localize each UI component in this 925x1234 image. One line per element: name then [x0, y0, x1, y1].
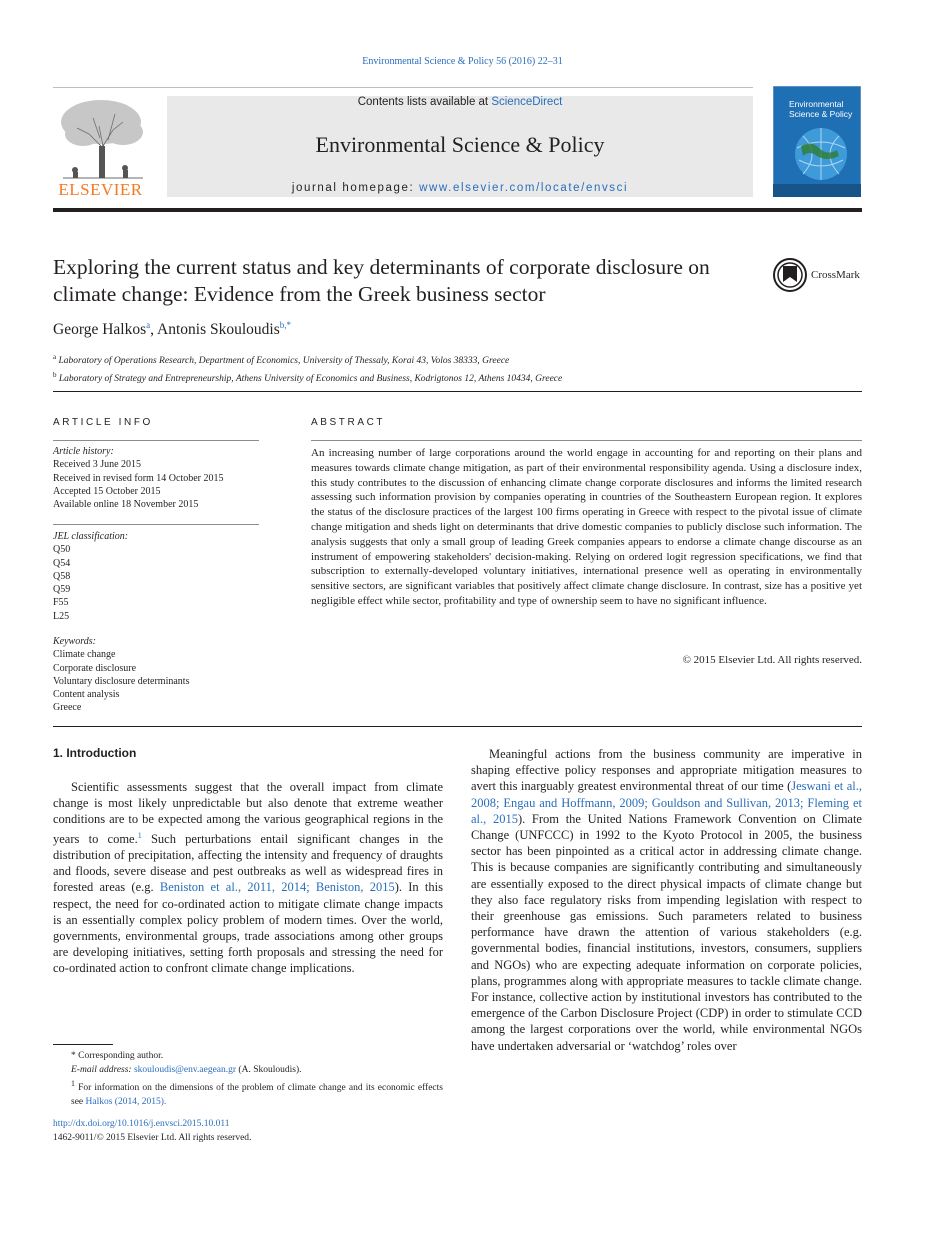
abstract-text: An increasing number of large corporations around the world engage in accounting for and reporting on their plans and measures towards climate change mitigation, as part of their environmental responsibility agenda. Using a disclosure index, this study contributes to the discussion of enhancing climate change corporate disclosures and informs the limited research assessing such information provision by companies operating in countries of the Southeastern European region. It explores the status of the disclosure practices of the largest 100 firms operating in Greece with respect to the pivotal issue of climate change mitigation and sheds light on determinants that drive domestic companies to publicly disclose such information. The analysis suggests that only a small group of leading Greek companies appears to endorse a climate change discourse as an instrument of empowering stakeholders' decision-making. Relying on ordered logit regression specifications, we find that subscription to externally-developed voluntary initiatives, international presence well as operating in environmentally sensitive sectors, are significant variables that positively affect climate change disclosure. In contrast, size has a positive yet negligible effect while sector, profitability and type of ownership seem to have no significant influence.: [311, 447, 862, 607]
paragraph-text: ). In this respect, the need for co-ordinated action to mitigate climate change impacts is an essentially complex policy problem of modern times. Over the world, governments, environmental groups, trade associations among other groups are developing initiatives, setting forth proposals and stressing the need for co-ordinated action to confront climate change implications.: [53, 880, 443, 976]
homepage-prefix: journal homepage:: [291, 182, 420, 194]
paragraph-text: Scientific assessments suggest that the overall impact from climate change is most likely unpredictable but also denote that extreme weather conditions are to be expected among the various geographical regions in the years to come.: [53, 780, 443, 846]
jel-code: Q50: [53, 544, 71, 556]
keyword: Corporate disclosure: [53, 662, 137, 674]
article-title: Exploring the current status and key determinants of corporate disclosure on climate change: Evidence from the Greek business sector: [53, 255, 710, 306]
footnote-text: Corresponding author.: [75, 1051, 164, 1061]
history-item: Accepted 15 October 2015: [53, 485, 161, 497]
email-link[interactable]: skouloudis@env.aegean.gr: [133, 1064, 237, 1075]
affiliation: [53, 369, 562, 387]
jel-code: Q59: [53, 584, 71, 596]
doi-block: [53, 1118, 251, 1145]
author-affil-mark[interactable]: a: [146, 320, 151, 330]
history-item: Available online 18 November 2015: [53, 499, 199, 511]
citation-link[interactable]: Beniston et al., 2011, 2014; Beniston, 2015: [159, 880, 395, 895]
abstract-heading: ABSTRACT: [311, 417, 386, 428]
footnote-mark: *: [71, 1051, 76, 1061]
article-info-heading: ARTICLE INFO: [53, 417, 153, 428]
footnote-text: For information on the dimensions of the problem of climate change and its economic effects see: [71, 1083, 443, 1107]
paragraph-text: Such perturbations entail significant changes in the distribution of precipitation, affecting the intensity and frequency of draughts and floods, severe disease and pest outbreaks as well as widespread fires in forested areas (e.g.: [53, 831, 443, 895]
author-list: George Halkos$^a$, Antonis Skouloudis$^{b,*}$: [53, 320, 292, 339]
section-rule: [53, 726, 862, 727]
affiliation: [53, 351, 562, 369]
journal-cover[interactable]: [773, 86, 861, 197]
footnote-email: [53, 1064, 443, 1078]
affiliation-text: Laboratory of Operations Research, Department of Economics, University of Thessaly, Korai 43, Volos 38333, Greece: [58, 356, 510, 367]
footnote-1: [53, 1077, 443, 1109]
author-affil-mark[interactable]: b,*: [279, 320, 292, 330]
keyword: Climate change: [53, 649, 116, 661]
footnotes: [53, 1050, 443, 1109]
keywords: [53, 635, 259, 715]
sciencedirect-link[interactable]: ScienceDirect: [491, 96, 563, 108]
jel-label: JEL classification:: [53, 531, 129, 542]
jel-code: Q54: [53, 557, 71, 569]
body-paragraph: [53, 779, 443, 977]
footnote-ref[interactable]: 1: [137, 830, 142, 840]
abstract-rule: [311, 440, 862, 441]
history-label: Article history:: [53, 446, 114, 457]
journal-name: Environmental Science & Policy: [315, 132, 605, 157]
email-label: E-mail address:: [71, 1064, 134, 1075]
affiliations: [53, 351, 562, 386]
affiliation-mark: b: [53, 370, 57, 379]
elsevier-logo[interactable]: [53, 96, 163, 200]
abstract-copyright: © 2015 Elsevier Ltd. All rights reserved.: [682, 654, 862, 666]
jel-code: F55: [53, 597, 69, 609]
section-rule: [53, 391, 862, 392]
email-suffix: (A. Skouloudis).: [236, 1064, 302, 1075]
body-paragraph: [471, 746, 862, 1054]
section-heading-introduction: 1. Introduction: [53, 746, 137, 760]
citation-link[interactable]: Jeswani et al., 2008; Engau and Hoffmann, 2009; Gouldson and Sullivan, 2013; Fleming et al., 2015: [471, 779, 862, 826]
footnote-corresponding: [53, 1050, 443, 1064]
header-thick-rule: [53, 208, 862, 212]
crossmark-badge[interactable]: [773, 258, 860, 292]
keywords-label: Keywords:: [53, 636, 96, 647]
article-info-rule: [53, 524, 259, 525]
jel-code: L25: [53, 610, 70, 622]
journal-reference[interactable]: Environmental Science & Policy 56 (2016) 22–31: [362, 56, 563, 67]
keyword: Voluntary disclosure determinants: [53, 675, 190, 687]
crossmark-label: CrossMark: [811, 269, 860, 281]
jel-code: Q58: [53, 570, 71, 582]
journal-banner: [167, 96, 753, 197]
publisher-wordmark: ELSEVIER: [58, 180, 143, 199]
doi-link[interactable]: http://dx.doi.org/10.1016/j.envsci.2015.10.011: [53, 1119, 230, 1129]
paragraph-text: ). From the United Nations Framework Convention on Climate Change (UNFCCC) in 1992 to the Kyoto Protocol in 2005, the business sector has been pinpointed as a critical actor in addressing climate change. This is because companies are significantly contributing and simultaneously are essentially exposed to the direct physical impacts of climate change but they also face regulatory risks from impending legislation with respect to their greenhouse gas emissions. Such parameters related to business performance have drawn the attention of various stakeholders (e.g. governmental bodies, financial institutions, investors, consumers, suppliers and NGOs) who are expecting adequate information on corporate policies, plans, programmes along with appropriate measures to tackle climate change. For instance, collective action by institutional investors has contributed to the emergence of the Carbon Disclosure Project (CDP) in order to stimulate CCD among the largest corporations over the world, while environmental NGOs have undertaken adversarial or ‘watchdog’ roles over: [471, 811, 862, 1053]
affiliation-text: Laboratory of Strategy and Entrepreneurship, Athens University of Economics and Business, Kodrigtonos 12, Athens 10434, Greece: [58, 373, 563, 384]
keyword: Content analysis: [53, 689, 120, 701]
cover-title: Environmental Science & Policy: [789, 99, 853, 119]
article-history: [53, 445, 259, 511]
header-divider: [53, 87, 753, 88]
jel-classification: [53, 530, 259, 623]
journal-homepage: [167, 182, 753, 194]
homepage-link[interactable]: www.elsevier.com/locate/envsci: [419, 182, 629, 194]
footnote-mark: 1: [71, 1079, 75, 1088]
author-name[interactable]: Antonis Skouloudis: [157, 321, 280, 339]
paragraph-text: Meaningful actions from the business community are imperative in shaping effective policy responses and appropriate mitigation measures to avert this inarguably greatest environmental threat of our time (: [471, 747, 862, 794]
footnote-rule: [53, 1044, 113, 1045]
citation-link[interactable]: Halkos (2014, 2015).: [85, 1096, 167, 1107]
history-item: Received in revised form 14 October 2015: [53, 472, 224, 484]
affiliation-mark: a: [53, 353, 57, 361]
author-name[interactable]: George Halkos: [53, 321, 147, 339]
crossmark-icon: [773, 258, 807, 292]
keyword: Greece: [53, 702, 82, 714]
contents-prefix: Contents lists available at: [357, 96, 492, 108]
issn-line: 1462-9011/© 2015 Elsevier Ltd. All rights reserved.: [53, 1132, 252, 1143]
contents-line: [167, 96, 753, 108]
history-item: Received 3 June 2015: [53, 459, 142, 471]
article-info-rule: [53, 440, 259, 441]
